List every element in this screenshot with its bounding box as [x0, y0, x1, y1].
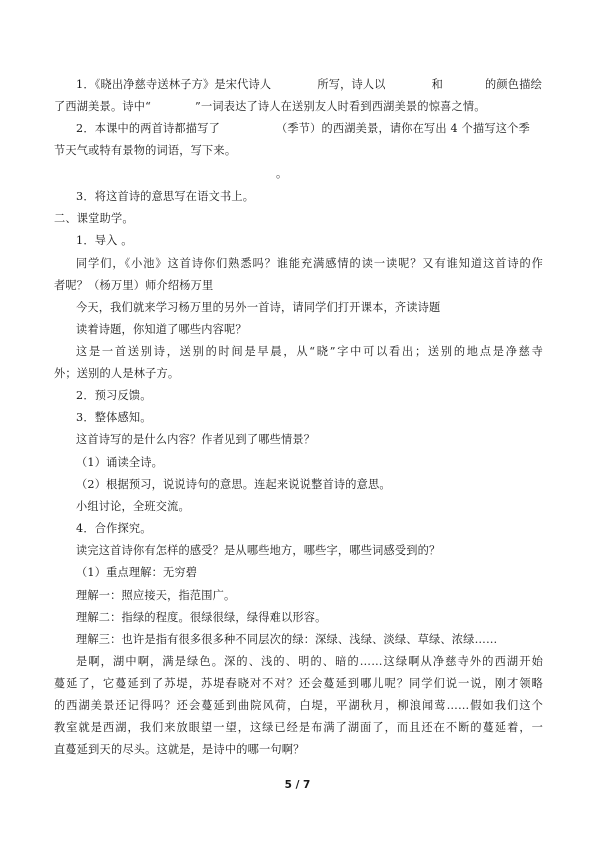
group-discussion: 小组讨论，全班交流。 — [76, 500, 190, 513]
section-heading: 二、课堂助学。 — [54, 212, 134, 225]
question-3: 3．将这首诗的意思写在语文书上。 — [76, 190, 255, 203]
intro-line-1: 同学们，《小池》这首诗你们熟悉吗？谁能充满感情的读一读呢？又有谁知道这首诗的作 — [76, 257, 543, 270]
question-1-line-1 — [76, 77, 543, 93]
page-number: 5 / 7 — [284, 779, 311, 791]
farewell-line-2: 外；送别的人是林子方。 — [54, 367, 180, 380]
q1-text-f: ”一词表达了诗人在送别友人时看到西湖美景的惊喜之情。 — [195, 100, 486, 113]
step-3-heading: 3．整体感知。 — [76, 411, 152, 424]
paragraph-line-2: 蔓延了，它蔓延到了苏堤，苏堤春晓对不对？还会蔓延到哪儿呢？同学们说一说，刚才领略 — [54, 677, 543, 690]
read-title-line: 读着诗题，你知道了哪些内容呢？ — [76, 323, 247, 336]
key-point: （1）重点理解：无穷碧 — [76, 566, 198, 579]
paragraph-line-4: 教室就是西湖，我们来放眼望一望，这绿已经是布满了湖面了，而且还在不断的蔓延着，一 — [54, 721, 543, 734]
paragraph-line-5: 直蔓延到天的尽头。这就是，是诗中的哪一句啊？ — [54, 743, 305, 756]
q1-text-d: 的颜色描绘 — [485, 78, 542, 91]
q1-text-b: 所写，诗人以 — [317, 78, 386, 91]
today-line: 今天，我们就来学习杨万里的另外一首诗，请同学们打开课本，齐读诗题 — [76, 301, 441, 314]
content-question: 这首诗写的是什么内容？作者见到了哪些情景？ — [76, 433, 316, 446]
step-4-heading: 4．合作探究。 — [76, 522, 152, 535]
understanding-1: 理解一：照应接天，指范围广。 — [76, 589, 236, 602]
question-2-line-1 — [76, 121, 543, 137]
q1-text-a: 1．《晓出净慈寺送林子方》是宋代诗人 — [76, 78, 272, 91]
intro-line-2: 者呢？（杨万里）师介绍杨万里 — [54, 279, 214, 292]
question-2-line-2: 节天气或特有景物的词语，写下来。 — [54, 144, 237, 157]
sub-step-1: （1）诵读全诗。 — [76, 456, 164, 469]
paragraph-line-1: 是啊，湖中啊，满是绿色。深的、浅的、明的、暗的……这绿啊从净慈寺外的西湖开始 — [76, 655, 543, 668]
q2-text-b: （季节）的西湖美景，请你在写出 4 个描写这个季 — [275, 122, 530, 135]
step-2-heading: 2．预习反馈。 — [76, 389, 152, 402]
question-2-end-mark: 。 — [276, 167, 288, 180]
q1-text-e: 了西湖美景。诗中“ — [54, 100, 152, 113]
q2-text-a: 2．本课中的两首诗都描写了 — [76, 122, 220, 135]
question-1-line-2 — [54, 99, 543, 115]
understanding-2: 理解二：指绿的程度。很绿很绿，绿得难以形容。 — [76, 611, 327, 624]
step-1-heading: 1．导入 。 — [76, 234, 133, 247]
farewell-line-1: 这是一首送别诗，送别的时间是早晨，从“晓”字中可以看出；送别的地点是净慈寺 — [76, 345, 543, 358]
feeling-question: 读完这首诗你有怎样的感受？是从哪些地方，哪些字，哪些词感受到的？ — [76, 544, 441, 557]
sub-step-2: （2）根据预习，说说诗句的意思。连起来说说整首诗的意思。 — [76, 478, 391, 491]
understanding-3: 理解三：也许是指有很多很多种不同层次的绿：深绿、浅绿、淡绿、草绿、浓绿…… — [76, 633, 498, 646]
paragraph-line-3: 的西湖美景还记得吗？还会蔓延到曲院风荷，白堤，平湖秋月，柳浪闻莺……假如我们这个 — [54, 699, 543, 712]
q1-text-c: 和 — [431, 78, 444, 91]
